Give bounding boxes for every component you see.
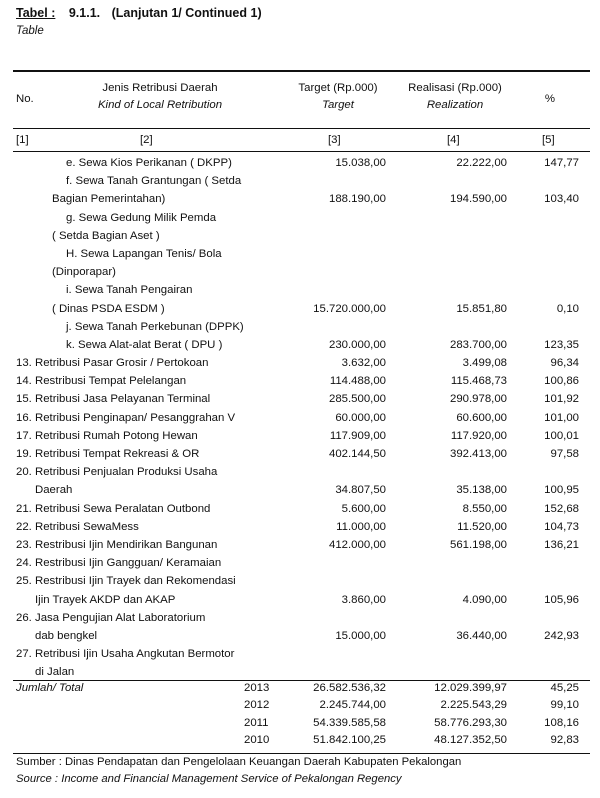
row-target: 11.000,00 [336,520,386,533]
table-row [0,537,600,555]
row-label: Retribusi Rumah Potong Hewan [35,429,198,442]
table-row [0,573,600,591]
row-realization: 561.198,00 [449,538,507,551]
row-number: 13. [16,357,32,370]
row-label: Restribusi Ijin Mendirikan Bangunan [35,538,218,551]
row-label: Retribusi SewaMess [35,520,139,533]
row-target: 15.038,00 [335,157,386,169]
row-target: 402.144,50 [328,448,386,460]
row-percent: 242,93 [544,629,579,642]
totals-year: 2010 [244,733,270,746]
row-number: 25. [16,575,32,588]
row-realization: 60.600,00 [456,411,507,424]
totals-target: 26.582.536,32 [313,682,386,694]
row-label: Ijin Trayek AKDP dan AKAP [35,593,176,606]
table-row [0,373,600,391]
col-number-1: [1] [16,134,29,146]
row-label: Retribusi Penginapan/ Pesanggrahan V [35,411,236,424]
table-row [0,155,600,173]
table-bottom-rule [13,753,590,754]
totals-row [0,716,600,733]
table-row [0,246,600,264]
row-number: 15. [16,393,32,406]
row-realization: 35.138,00 [456,484,507,497]
table-row [0,592,600,610]
table-row [0,555,600,573]
totals-realization: 48.127.352,50 [434,733,507,746]
totals-percent: 92,83 [550,733,579,746]
header-type [70,80,250,114]
table-row [0,228,600,246]
table-row [0,646,600,664]
col-number-2: [2] [140,134,153,146]
row-target: 230.000,00 [328,338,386,351]
header-bottom-rule [13,151,590,152]
row-label: Retribusi Ijin Usaha Angkutan Bermotor [35,648,235,661]
row-label: i. Sewa Tanah Pengairan [66,284,193,297]
row-label: Restribusi Ijin Trayek dan Rekomendasi [35,575,236,588]
row-percent: 97,58 [550,448,579,460]
table-title-text: (Lanjutan 1/ Continued 1) [111,6,262,20]
source-id: Sumber : Dinas Pendapatan dan Pengelolaan Keuangan Daerah Kabupaten Pekalongan [16,756,462,768]
row-label: Retribusi Tempat Rekreasi & OR [35,448,200,460]
header-pct: % [544,93,556,105]
row-percent: 0,10 [556,302,579,315]
row-number: 19. [16,448,32,460]
totals-realization: 12.029.399,97 [434,682,507,694]
row-realization: 117.920,00 [450,429,507,442]
row-realization: 11.520,00 [457,520,507,533]
row-number: 23. [16,538,32,551]
row-number: 22. [16,520,32,533]
col-number-5: [5] [542,134,555,146]
table-row [0,173,600,191]
row-realization: 290.978,00 [449,393,507,406]
header-target [283,80,393,114]
row-target: 34.807,50 [335,484,386,497]
row-label: Retribusi Jasa Pelayanan Terminal [35,393,211,406]
table-row [0,337,600,355]
row-label: Restribusi Ijin Gangguan/ Keramaian [35,557,222,570]
row-target: 285.500,00 [328,393,386,406]
row-number: 26. [16,611,32,624]
row-percent: 101,92 [544,393,579,406]
row-label: dab bengkel [35,629,98,642]
row-percent: 147,77 [544,157,579,169]
row-label: Bagian Pemerintahan) [52,193,166,206]
table-row [0,446,600,464]
row-percent: 105,96 [544,593,579,606]
row-realization: 8.550,00 [462,502,507,515]
row-label: di Jalan [35,666,75,679]
table-body [0,155,600,682]
totals-row [0,733,600,750]
table-row [0,519,600,537]
totals-year: 2012 [244,699,270,712]
row-realization: 194.590,00 [449,193,507,206]
header-realization [395,80,515,114]
row-label: k. Sewa Alat-alat Berat ( DPU ) [66,338,223,351]
row-target: 5.600,00 [341,502,386,515]
table-row [0,628,600,646]
row-realization: 392.413,00 [449,448,507,460]
totals-realization: 58.776.293,30 [434,716,507,729]
header-real-en: Realization [426,99,484,111]
row-label: Jasa Pengujian Alat Laboratorium [35,611,206,624]
row-target: 117.909,00 [329,429,386,442]
table-row [0,355,600,373]
row-number: 21. [16,502,32,515]
table-row [0,282,600,300]
row-label: f. Sewa Tanah Grantungan ( Setda [66,175,242,188]
row-label: e. Sewa Kios Perikanan ( DKPP) [66,157,232,169]
row-label: j. Sewa Tanah Perkebunan (DPPK) [66,320,244,333]
row-target: 15.720.000,00 [313,302,386,315]
row-realization: 3.499,08 [462,357,507,370]
table-row [0,191,600,209]
row-label: ( Setda Bagian Aset ) [52,229,160,242]
table-row [0,210,600,228]
row-realization: 36.440,00 [456,629,507,642]
table-row [0,319,600,337]
table-row [0,610,600,628]
totals-percent: 45,25 [550,682,579,694]
row-number: 20. [16,466,32,479]
row-percent: 101,00 [544,411,579,424]
table-title [16,6,262,20]
row-percent: 152,68 [544,502,579,515]
row-target: 114.488,00 [329,375,386,388]
row-target: 412.000,00 [328,538,386,551]
row-realization: 283.700,00 [449,338,507,351]
row-number: 16. [16,411,32,424]
totals-year: 2013 [244,682,270,694]
row-label: Daerah [35,484,73,497]
row-percent: 100,86 [544,375,579,388]
totals-target: 51.842.100,25 [313,733,386,746]
row-label: g. Sewa Gedung Milik Pemda [66,211,217,224]
table-label: Tabel : [16,6,56,20]
table-row [0,410,600,428]
header-mid-rule [13,128,590,129]
header-type-en: Kind of Local Retribution [97,99,223,111]
row-number: 17. [16,429,32,442]
row-label: Retribusi Sewa Peralatan Outbond [35,502,211,515]
totals-label: Jumlah/ Total [16,682,84,694]
row-label: Restribusi Tempat Pelelangan [35,375,187,388]
totals-target: 2.245.744,00 [319,699,386,712]
row-number: 27. [16,648,32,661]
row-percent: 103,40 [544,193,579,206]
table-row [0,501,600,519]
row-target: 3.860,00 [341,593,386,606]
table-row [0,464,600,482]
row-percent: 136,21 [544,538,579,551]
row-realization: 15.851,80 [456,302,507,315]
table-row [0,482,600,500]
row-percent: 100,01 [544,429,579,442]
col-number-4: [4] [447,134,460,146]
totals-row [0,681,600,698]
totals-percent: 99,10 [550,699,579,712]
row-target: 60.000,00 [335,411,386,424]
row-label: Retribusi Pasar Grosir / Pertokoan [35,357,209,370]
table-number: 9.1.1. [68,6,101,20]
row-target: 15.000,00 [335,629,386,642]
row-realization: 22.222,00 [456,157,507,169]
header-target-id: Target (Rp.000) [298,82,378,94]
header-type-id: Jenis Retribusi Daerah [102,82,218,94]
table-row [0,391,600,409]
totals-target: 54.339.585,58 [313,716,386,729]
source-en: Source : Income and Financial Management Service of Pekalongan Regency [16,773,402,785]
row-percent: 96,34 [550,357,579,370]
row-realization: 4.090,00 [462,593,507,606]
row-label: H. Sewa Lapangan Tenis/ Bola [66,247,222,260]
totals-year: 2011 [244,716,269,729]
row-number: 14. [16,375,32,388]
totals-block [0,681,600,750]
table-row [0,428,600,446]
totals-percent: 108,16 [544,716,579,729]
totals-row [0,698,600,715]
table-row [0,264,600,282]
row-percent: 123,35 [544,338,579,351]
row-percent: 104,73 [544,520,579,533]
row-label: Retribusi Penjualan Produksi Usaha [35,466,218,479]
row-label: (Dinporapar) [52,266,116,279]
table-subtitle: Table [16,25,44,37]
row-number: 24. [16,557,32,570]
row-target: 188.190,00 [328,193,386,206]
totals-realization: 2.225.543,29 [440,699,507,712]
header-top-rule [13,70,590,72]
row-realization: 115.468,73 [450,375,507,388]
header-target-en: Target [322,99,354,111]
row-percent: 100,95 [544,484,579,497]
table-row [0,301,600,319]
row-target: 3.632,00 [341,357,386,370]
col-number-3: [3] [328,134,341,146]
row-label: ( Dinas PSDA ESDM ) [52,302,165,315]
header-real-id: Realisasi (Rp.000) [408,82,502,94]
header-no: No. [16,93,34,105]
